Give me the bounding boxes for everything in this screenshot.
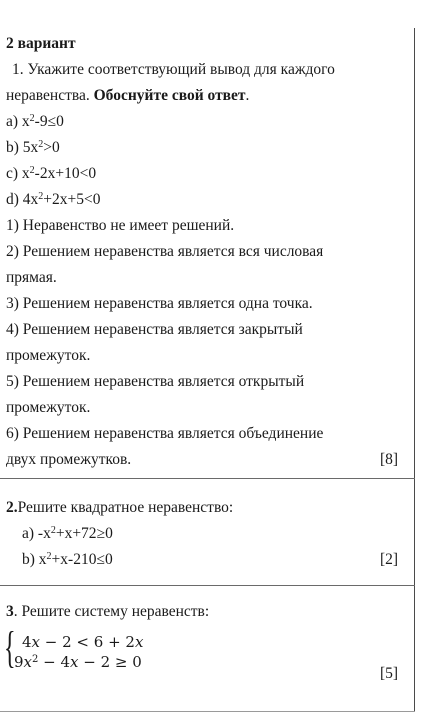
task2-item-a-prefix: a) -x: [22, 525, 51, 542]
task2-prompt-text: Решите квадратное неравенство:: [17, 499, 234, 516]
system-line-2-x2: x: [70, 653, 79, 671]
inequality-d-rest: +2x+5<0: [43, 191, 101, 208]
task1-points: [8]: [380, 451, 399, 468]
task3-points: [5]: [380, 665, 399, 682]
task2-item-a-exp: 2: [50, 525, 56, 536]
top-margin: [0, 0, 423, 28]
inequality-c-rest: -2x+10<0: [34, 165, 97, 182]
inequality-c-exp: 2: [29, 165, 35, 176]
inequality-b-exp: 2: [38, 139, 44, 150]
right-border: [414, 28, 415, 712]
option-2-line2: прямая.: [6, 269, 57, 286]
divider-bottom: [0, 711, 415, 712]
inequality-d-prefix: d) 4x: [6, 191, 39, 208]
option-5-line1: 5) Решением неравенства является открытый: [6, 373, 305, 390]
system-brace: {: [4, 623, 16, 672]
inequality-a-rest: -9≤0: [34, 113, 64, 130]
inequality-a: [6, 112, 64, 132]
task2-item-b-rest: +x-210≤0: [51, 551, 113, 568]
task2-item-a-rest: +x+72≥0: [55, 525, 113, 542]
inequality-d: [6, 190, 101, 210]
system-line-1: [22, 632, 143, 652]
task1-prompt-bold: Обоснуйте свой ответ: [93, 87, 246, 104]
system-line-1-b: − 2 < 6 + 2: [40, 633, 135, 651]
system-line-1-x1: x: [31, 633, 41, 651]
option-1: 1) Неравенство не имеет решений.: [6, 217, 235, 234]
task2-prompt: [6, 498, 233, 518]
task2-points: [2]: [380, 551, 399, 568]
option-6-line1: 6) Решением неравенства является объединение: [6, 425, 324, 442]
system-line-2-b: − 4: [38, 653, 71, 671]
option-2-line1: 2) Решением неравенства является вся числовая: [6, 243, 324, 260]
inequality-b-prefix: b) 5x: [6, 139, 39, 156]
option-4-line1: 4) Решением неравенства является закрытый: [6, 321, 303, 338]
inequality-c-prefix: c) x: [6, 165, 30, 182]
system-line-2-x1: x: [23, 653, 33, 671]
task2-item-b: [22, 550, 113, 570]
system-line-2: [14, 652, 142, 672]
task1-prompt-end: .: [245, 87, 250, 104]
inequality-c: [6, 164, 96, 184]
task3-prompt-text: . Решите систему неравенств:: [13, 603, 210, 620]
divider-1: [0, 478, 415, 479]
divider-2: [0, 585, 415, 586]
variant-title: 2 вариант: [6, 35, 76, 52]
system-line-2-a: 9: [14, 653, 24, 671]
inequality-b: [6, 138, 60, 158]
system-line-1-x2: x: [134, 633, 144, 651]
inequality-a-prefix: a) x: [6, 113, 30, 130]
option-5-line2: промежуток.: [6, 399, 91, 416]
option-6-line2: двух промежутков.: [6, 451, 132, 468]
system-line-1-a: 4: [22, 633, 32, 651]
task2-item-a: [22, 524, 113, 544]
option-3: 3) Решением неравенства является одна точка.: [6, 295, 313, 312]
task2-item-b-prefix: b) x: [22, 551, 47, 568]
task2-item-b-exp: 2: [46, 551, 52, 562]
task1-prompt-line1: 1. Укажите соответствующий вывод для каждого: [12, 61, 335, 78]
system-line-2-c: − 2 ≥ 0: [78, 653, 142, 671]
system-line-2-exp: 2: [32, 654, 39, 665]
task1-prompt-line2: [6, 86, 249, 106]
inequality-a-exp: 2: [29, 113, 35, 124]
task1-prompt-plain: неравенства.: [6, 87, 94, 104]
inequality-d-exp: 2: [38, 191, 44, 202]
task2-number: 2.: [6, 499, 18, 516]
option-4-line2: промежуток.: [6, 347, 91, 364]
task3-prompt: [6, 602, 209, 622]
inequality-b-rest: >0: [43, 139, 60, 156]
task3-number: 3: [6, 603, 14, 620]
